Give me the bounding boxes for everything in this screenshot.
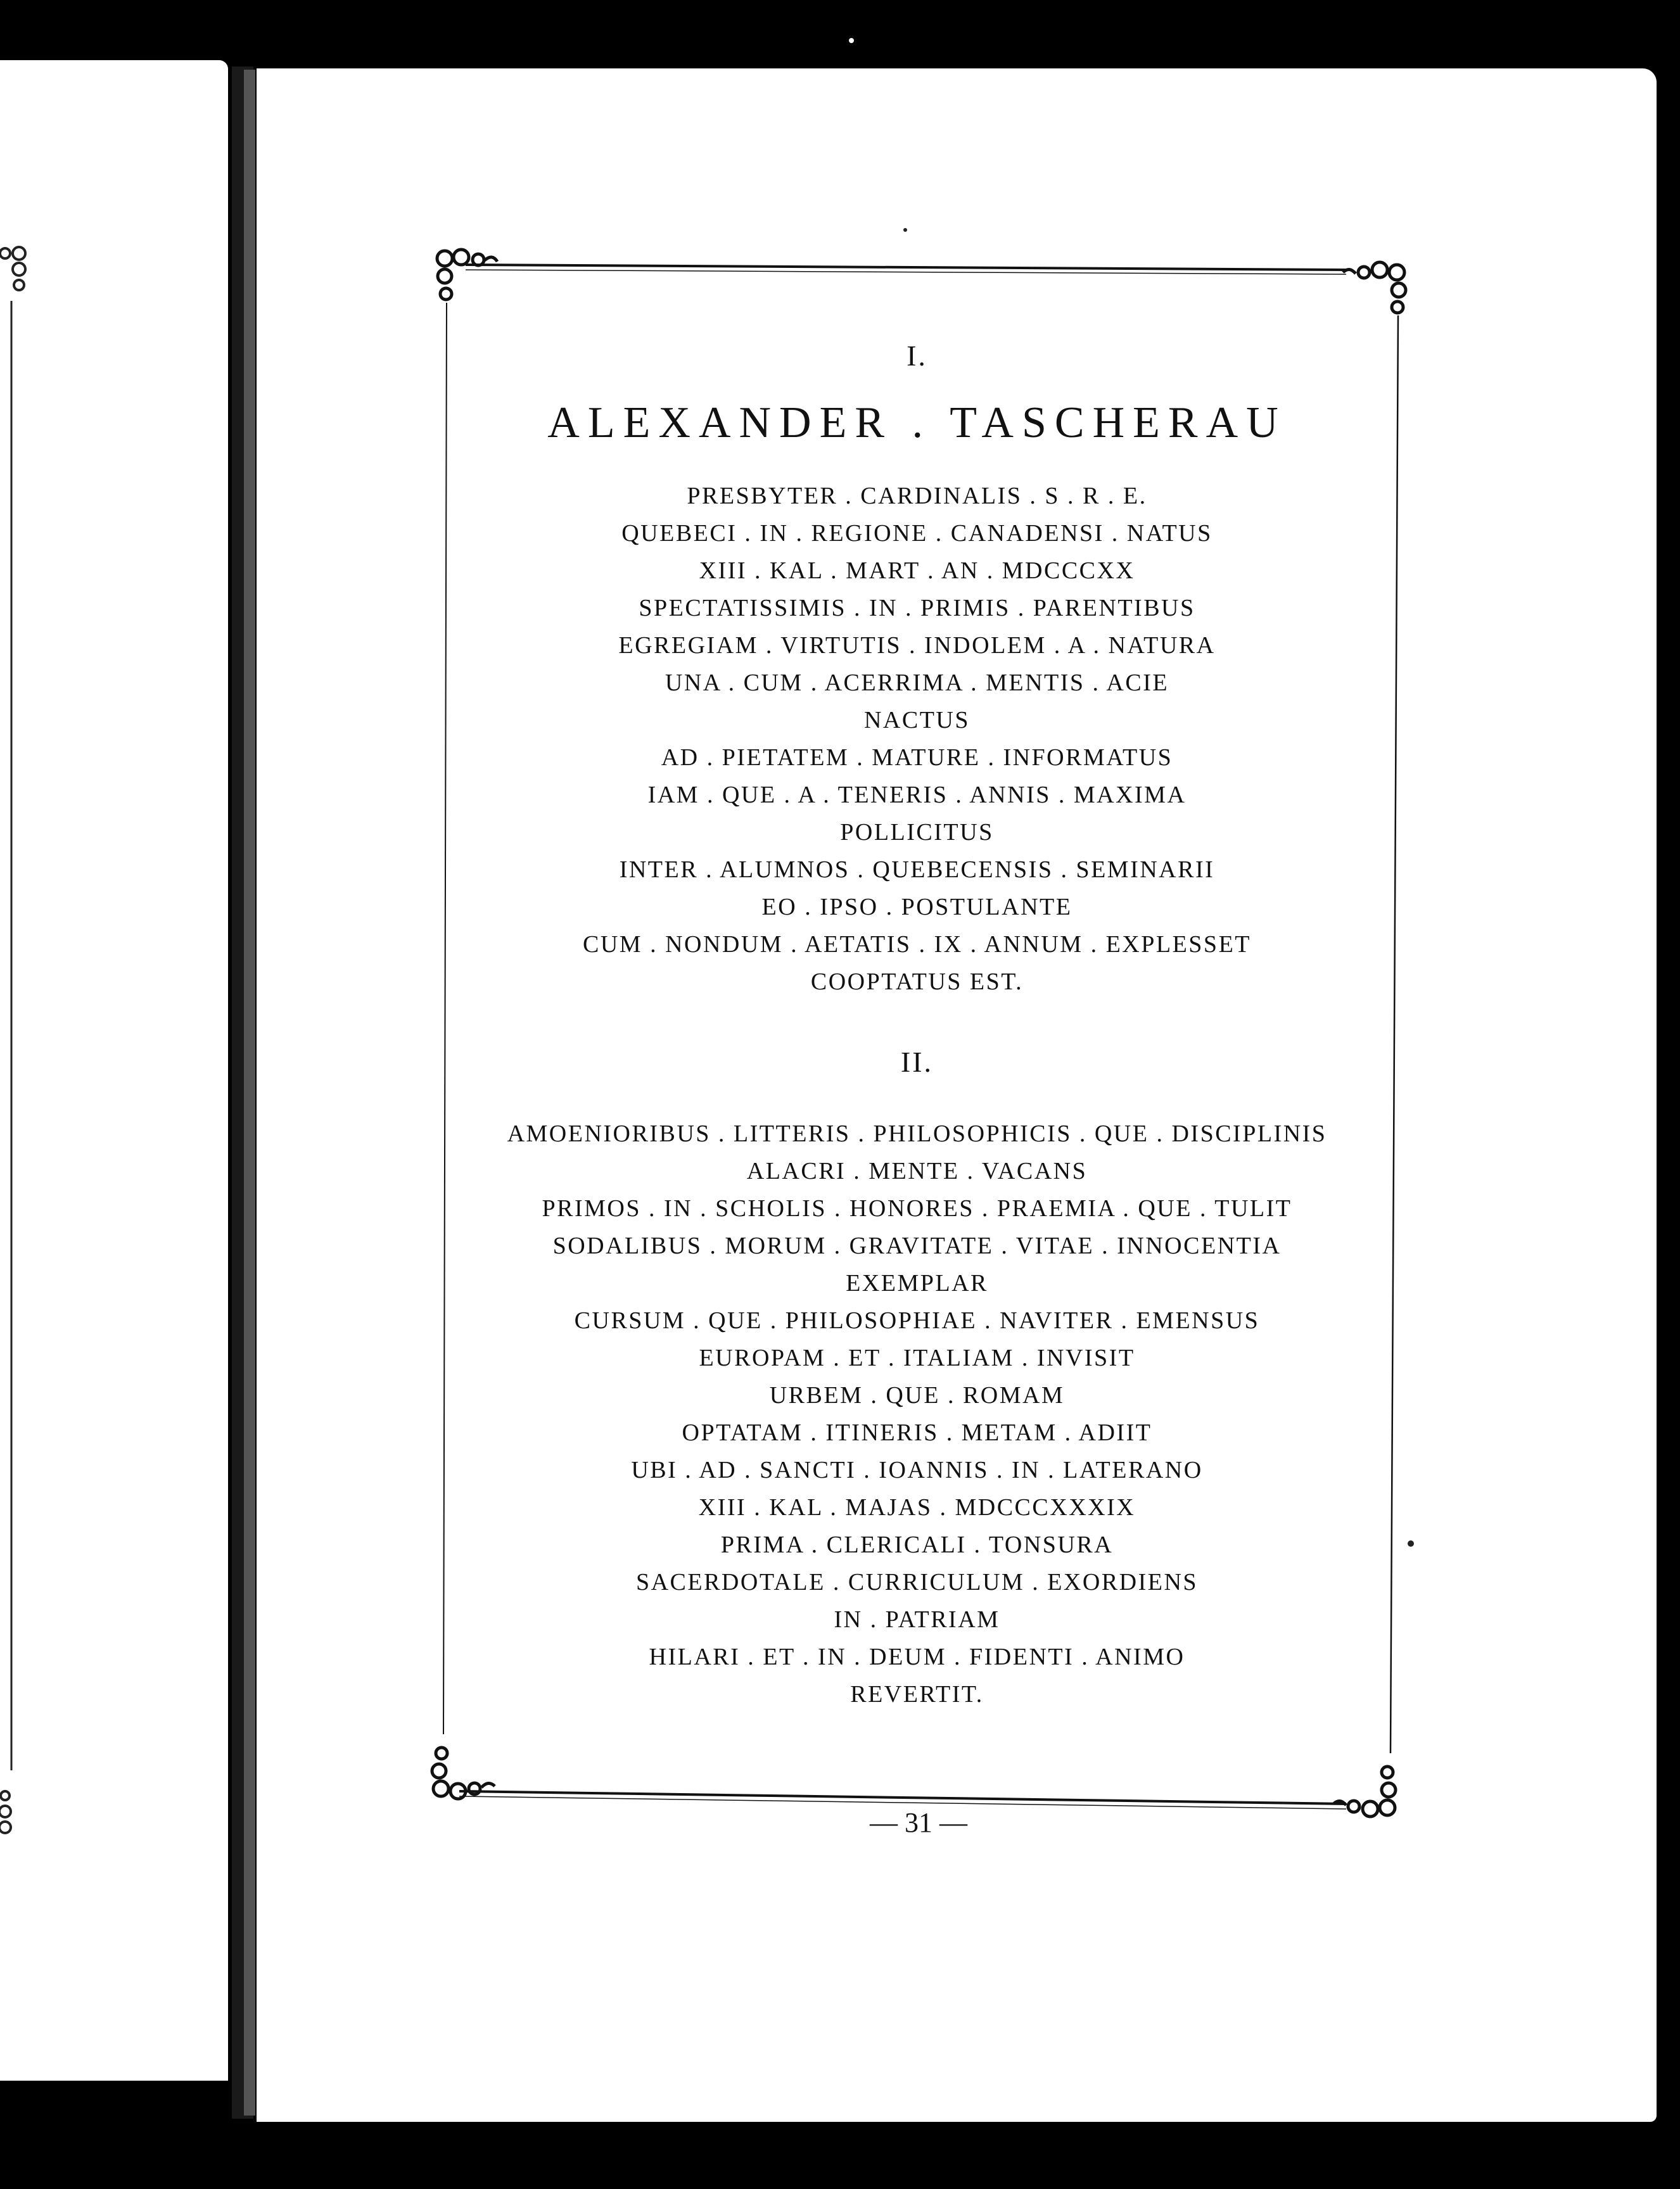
- text-line: POLLICITUS: [840, 819, 994, 846]
- subject-name-heading: ALEXANDER . TASCHERAU: [547, 398, 1287, 447]
- page-number: — 31 —: [870, 1807, 967, 1838]
- text-line: URBEM . QUE . ROMAM: [769, 1382, 1065, 1409]
- text-line: IAM . QUE . A . TENERIS . ANNIS . MAXIMA: [647, 782, 1187, 808]
- text-line: EGREGIAM . VIRTUTIS . INDOLEM . A . NATURA: [618, 632, 1216, 659]
- text-line: COOPTATUS EST.: [810, 968, 1024, 995]
- scan-speck: [849, 38, 854, 43]
- text-line: REVERTIT.: [850, 1681, 984, 1708]
- text-line: HILARI . ET . IN . DEUM . FIDENTI . ANIMO: [649, 1644, 1185, 1670]
- text-line: ALACRI . MENTE . VACANS: [746, 1158, 1088, 1184]
- text-line: SPECTATISSIMIS . IN . PRIMIS . PARENTIBUS: [639, 595, 1195, 621]
- text-line: SODALIBUS . MORUM . GRAVITATE . VITAE . INNOCENTIA: [552, 1233, 1282, 1259]
- text-line: SACERDOTALE . CURRICULUM . EXORDIENS: [635, 1569, 1199, 1596]
- facing-corner-ornament-top: [0, 247, 25, 290]
- text-line: EUROPAM . ET . ITALIAM . INVISIT: [699, 1345, 1135, 1371]
- text-line: PRIMOS . IN . SCHOLIS . HONORES . PRAEMIA . QUE . TULIT: [542, 1195, 1292, 1222]
- paper-speck: [1408, 1540, 1414, 1547]
- text-line: XIII . KAL . MART . AN . MDCCCXX: [699, 557, 1135, 584]
- text-line: XIII . KAL . MAJAS . MDCCCXXXIX: [698, 1494, 1136, 1521]
- book-spine-highlight: [244, 70, 255, 2116]
- section-number-2: II.: [900, 1046, 934, 1078]
- text-line: UNA . CUM . ACERRIMA . MENTIS . ACIE: [665, 669, 1169, 696]
- section-1-lines: [431, 478, 1403, 1001]
- text-line: AMOENIORIBUS . LITTERIS . PHILOSOPHICIS . QUE . DISCIPLINIS: [507, 1120, 1327, 1147]
- text-line: CURSUM . QUE . PHILOSOPHIAE . NAVITER . EMENSUS: [574, 1307, 1260, 1334]
- text-line: IN . PATRIAM: [834, 1606, 1000, 1633]
- corner-ornament-top-right: [1343, 262, 1406, 313]
- text-line: UBI . AD . SANCTI . IOANNIS . IN . LATERANO: [631, 1457, 1203, 1483]
- text-line: AD . PIETATEM . MATURE . INFORMATUS: [661, 744, 1173, 771]
- corner-ornament-top-left: [437, 250, 497, 300]
- text-line: QUEBECI . IN . REGIONE . CANADENSI . NATUS: [621, 520, 1212, 547]
- facing-page-frame: [0, 60, 228, 2081]
- text-line: EXEMPLAR: [846, 1270, 988, 1297]
- paper-speck: [903, 228, 907, 232]
- facing-corner-ornament-bottom: [0, 1791, 11, 1833]
- text-line: NACTUS: [863, 707, 970, 733]
- text-line: PRIMA . CLERICALI . TONSURA: [720, 1532, 1114, 1558]
- text-line: INTER . ALUMNOS . QUEBECENSIS . SEMINARII: [619, 856, 1215, 883]
- section-2: [431, 1045, 1403, 1713]
- inscription-text: [431, 339, 1403, 1713]
- text-line: CUM . NONDUM . AETATIS . IX . ANNUM . EXPLESSET: [583, 931, 1251, 958]
- text-line: PRESBYTER . CARDINALIS . S . R . E.: [687, 483, 1147, 509]
- text-line: EO . IPSO . POSTULANTE: [761, 894, 1072, 920]
- section-number-1: I.: [907, 339, 927, 372]
- text-line: OPTATAM . ITINERIS . METAM . ADIIT: [682, 1419, 1152, 1446]
- facing-page: [0, 60, 228, 2081]
